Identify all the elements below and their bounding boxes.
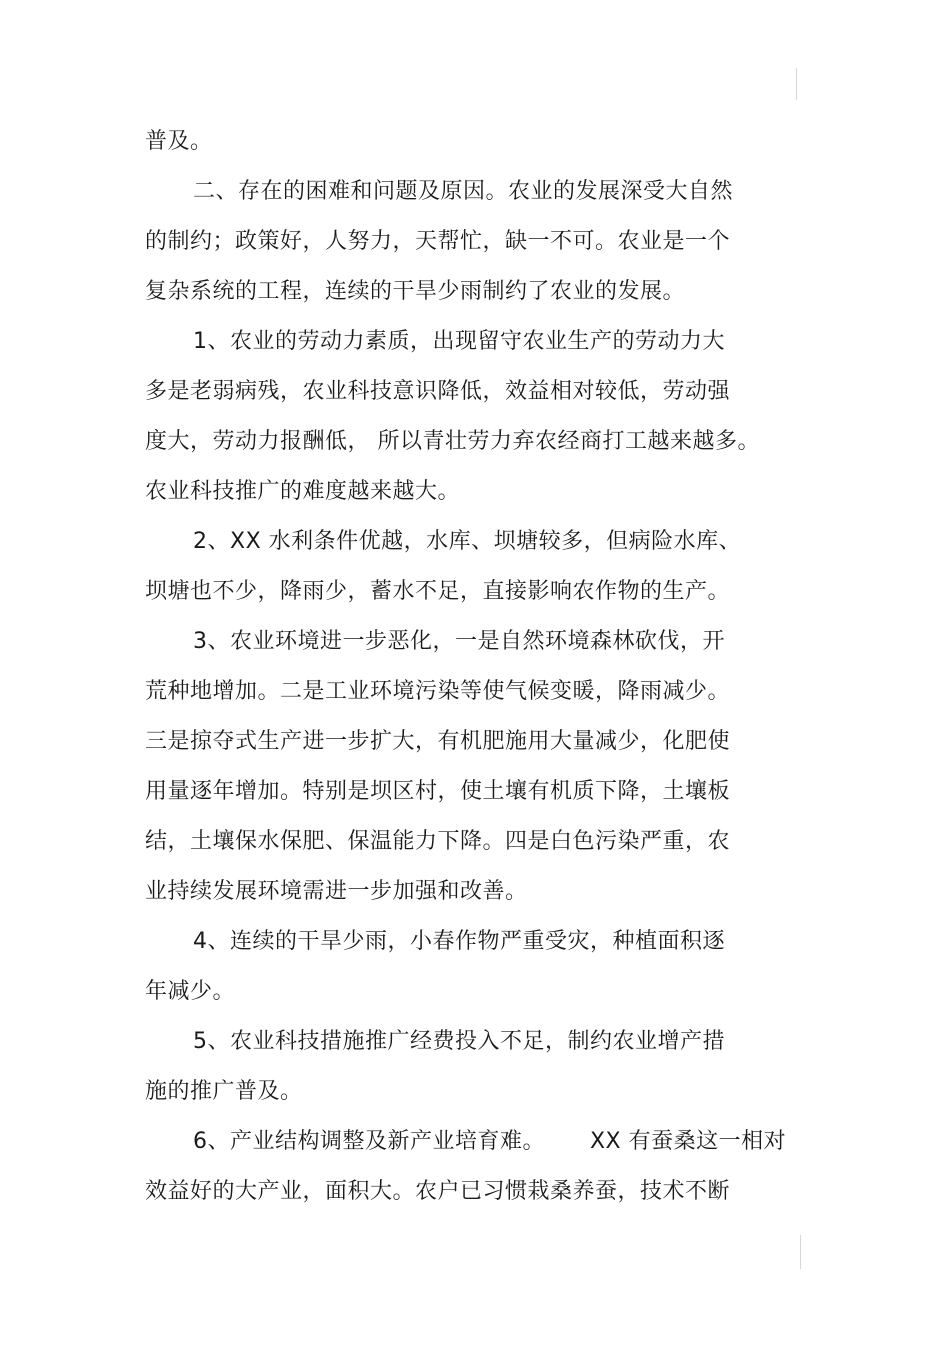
text-line: 荒种地增加。二是工业环境污染等使气候变暖，降雨减少。 <box>145 679 731 704</box>
text-line: 三是掠夺式生产进一步扩大，有机肥施用大量减少，化肥使 <box>145 729 731 754</box>
page-edge-mark-top <box>796 68 797 100</box>
item-1-start: 1、农业的劳动力素质，出现留守农业生产的劳动力大 <box>193 329 725 354</box>
text-line: 的制约；政策好，人努力，天帮忙，缺一不可。农业是一个 <box>145 229 731 254</box>
item-3-start: 3、农业环境进一步恶化，一是自然环境森林砍伐，开 <box>193 629 725 654</box>
text-line: 农业科技推广的难度越来越大。 <box>145 479 461 504</box>
text-line: 普及。 <box>145 129 213 154</box>
text-line: 复杂系统的工程，连续的干旱少雨制约了农业的发展。 <box>145 279 686 304</box>
paragraph-2-heading: 二、存在的困难和问题及原因。农业的发展深受大自然 <box>193 179 734 204</box>
item-6-start: 6、产业结构调整及新产业培育难。 XX 有蚕桑这一相对 <box>193 1129 787 1154</box>
text-line: 结，土壤保水保肥、保温能力下降。四是白色污染严重，农 <box>145 829 731 854</box>
item-5-start: 5、农业科技措施推广经费投入不足，制约农业增产措 <box>193 1029 725 1054</box>
text-line: 度大，劳动力报酬低， 所以青壮劳力弃农经商打工越来越多。 <box>145 429 760 454</box>
text-line: 坝塘也不少，降雨少，蓄水不足，直接影响农作物的生产。 <box>145 579 731 604</box>
item-2-start: 2、XX 水利条件优越，水库、坝塘较多，但病险水库、 <box>193 529 742 554</box>
item-4-start: 4、连续的干旱少雨，小春作物严重受灾，种植面积逐 <box>193 929 725 954</box>
page-edge-mark-bottom <box>800 1235 801 1269</box>
text-line: 年减少。 <box>145 979 236 1004</box>
text-line: 效益好的大产业，面积大。农户已习惯栽桑养蚕，技术不断 <box>145 1179 731 1204</box>
text-line: 用量逐年增加。特别是坝区村，使土壤有机质下降，土壤板 <box>145 779 731 804</box>
text-line: 多是老弱病残，农业科技意识降低，效益相对较低，劳动强 <box>145 379 731 404</box>
text-line: 业持续发展环境需进一步加强和改善。 <box>145 879 528 904</box>
text-line: 施的推广普及。 <box>145 1079 303 1104</box>
